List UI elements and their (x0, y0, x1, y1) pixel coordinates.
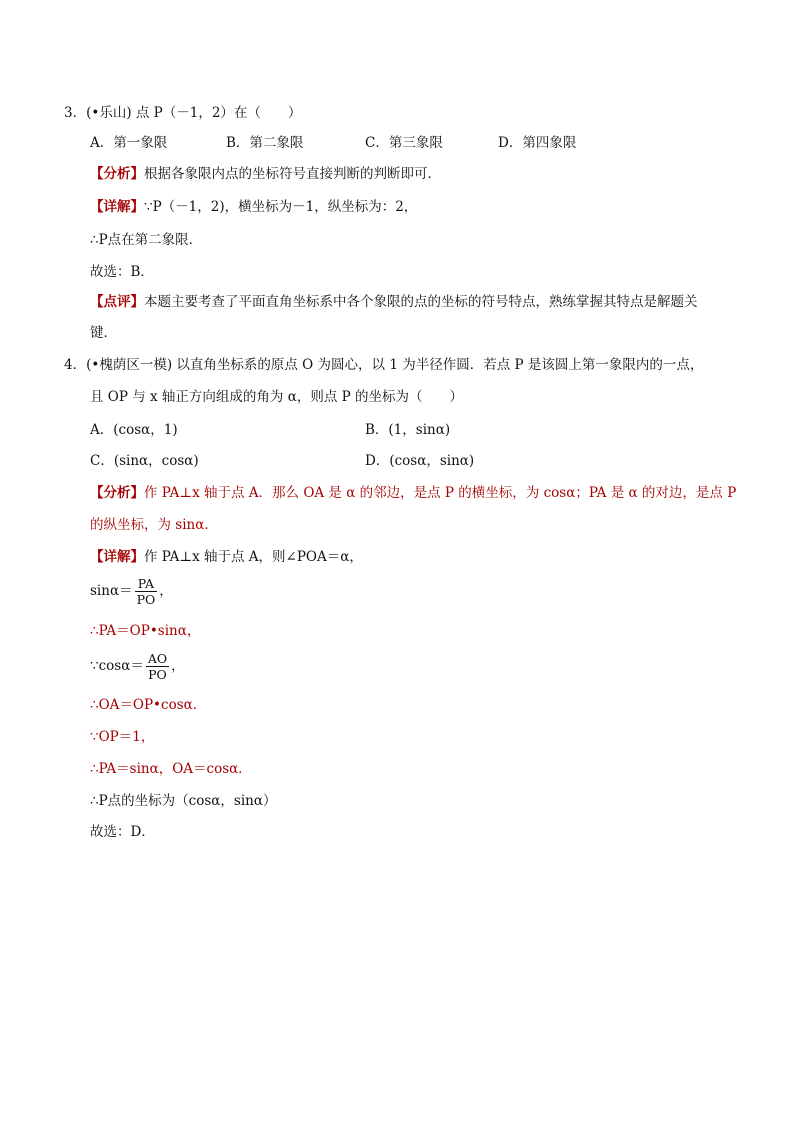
q3-stem: 3．(•乐山) 点 P（－1，2）在（ ） (64, 105, 302, 121)
q3-comment (90, 292, 698, 312)
q4-detail (90, 547, 363, 567)
q4-cos-tail: ， (171, 658, 185, 674)
q4-analysis (90, 483, 736, 503)
q4-cos-numerator: AO (147, 651, 168, 666)
q3-analysis-text: 根据各象限内点的坐标符号直接判断的判断即可． (144, 166, 441, 182)
q4-cos-lhs: ∵cosα＝ (90, 658, 144, 674)
q4-line-result: ∴PA＝sinα，OA＝cosα． (90, 761, 252, 777)
q4-detail-line1: 作 PA⊥x 轴于点 A，则∠POA＝α， (144, 549, 363, 565)
q4-answer: 故选：D． (90, 824, 155, 840)
q4-stem-line2: 且 OP 与 x 轴正方向组成的角为 α，则点 P 的坐标为（ ） (90, 389, 464, 405)
q3-detail-label: 【详解】 (90, 199, 144, 215)
q3-detail-line2: ∴P点在第二象限． (90, 232, 203, 248)
q4-analysis-text-2: 的纵坐标，为 sinα． (90, 517, 218, 533)
q3-option-d: D．第四象限 (498, 135, 577, 151)
q4-option-a: A．(cosα，1) (90, 422, 178, 438)
q3-option-c: C．第三象限 (365, 135, 443, 151)
q3-option-b: B．第二象限 (226, 135, 304, 151)
q4-cos-fraction (146, 651, 169, 682)
q4-detail-label: 【详解】 (90, 549, 144, 565)
q3-option-a: A．第一象限 (90, 135, 168, 151)
q3-analysis (90, 164, 441, 184)
q4-option-b: B．(1，sinα) (365, 422, 451, 438)
q4-sin-tail: ， (159, 583, 173, 599)
q4-cos-equation (90, 648, 185, 684)
q4-line-coordinate: ∴P点的坐标为（cosα，sinα） (90, 793, 277, 809)
q3-answer: 故选：B． (90, 264, 154, 280)
q4-analysis-label: 【分析】 (90, 485, 144, 501)
q3-detail (90, 197, 417, 217)
q4-sin-numerator: PA (137, 576, 155, 591)
q3-comment-label: 【点评】 (90, 294, 144, 310)
q4-option-d: D．(cosα，sinα) (365, 453, 475, 469)
q4-option-c: C．(sinα，cosα) (90, 453, 199, 469)
q4-sin-fraction (135, 576, 158, 607)
q4-cos-denominator: PO (146, 666, 169, 682)
q4-sin-denominator: PO (136, 592, 156, 607)
q3-analysis-label: 【分析】 (90, 166, 144, 182)
q4-line-oa: ∴OA＝OP•cosα． (90, 697, 207, 713)
q4-sin-equation (90, 573, 173, 609)
q3-comment-text-2: 键． (90, 325, 117, 341)
q4-line-op: ∵OP＝1， (90, 729, 155, 745)
q4-sin-lhs: sinα＝ (90, 583, 133, 599)
q4-line-pa: ∴PA＝OP•sinα， (90, 623, 201, 639)
q3-detail-line1: ∵P（－1，2)，横坐标为－1，纵坐标为：2， (144, 199, 418, 215)
q4-analysis-text-1: 作 PA⊥x 轴于点 A．那么 OA 是 α 的邻边，是点 P 的横坐标，为 cosα；PA 是 α 的对边，是点 P (144, 485, 737, 501)
q4-stem-line1: 4．(•槐荫区一模) 以直角坐标系的原点 O 为圆心，以 1 为半径作圆．若点 P 是该圆上第一象限内的一点， (64, 357, 704, 373)
q3-comment-text-1: 本题主要考查了平面直角坐标系中各个象限的点的坐标的符号特点，熟练掌握其特点是解题关 (144, 294, 698, 310)
